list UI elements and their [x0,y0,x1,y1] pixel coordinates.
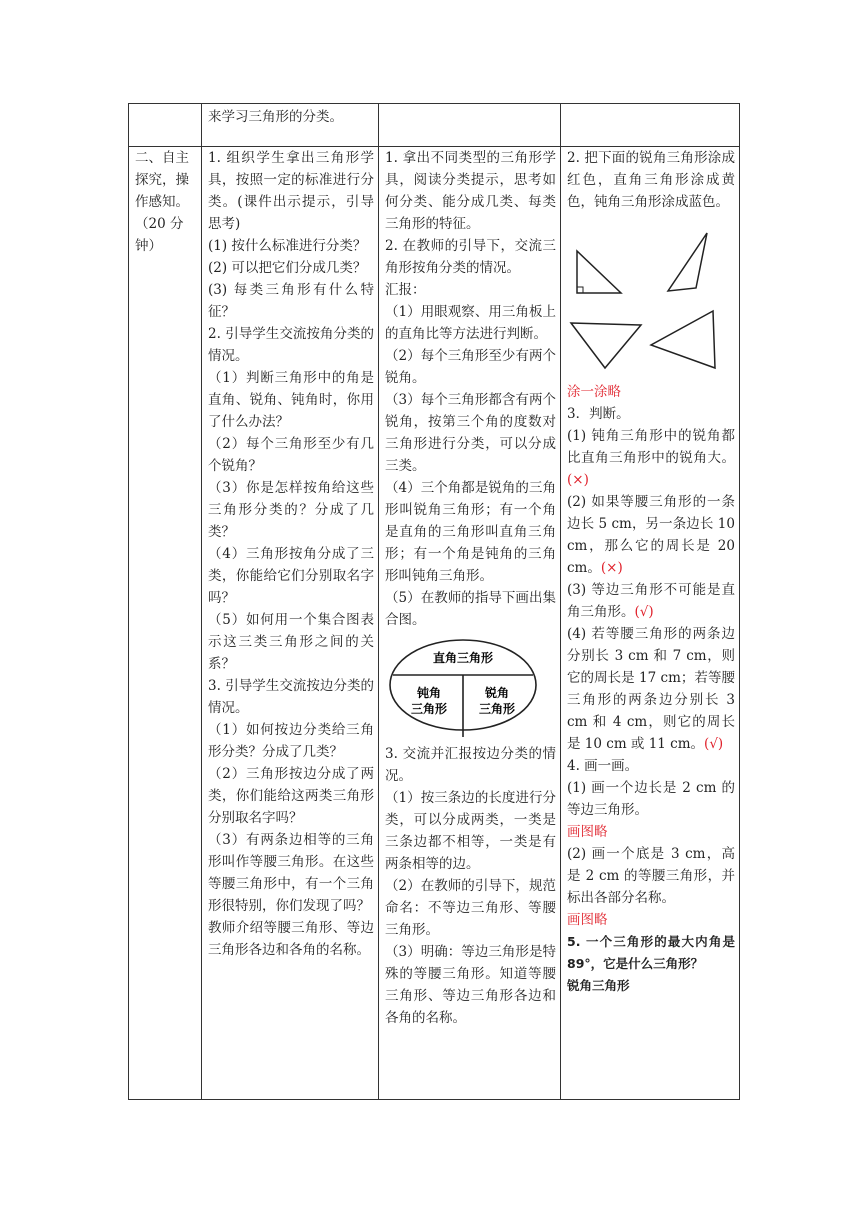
venn-label-obtuse: 三角形 [410,702,448,716]
triangles-figure [567,227,735,377]
venn-label-right-angle: 直角三角形 [432,651,494,665]
paragraph: 3. 引导学生交流按边分类的情况。 [208,678,374,716]
answer-mark: (√) [704,736,724,752]
answer-mark: (×) [567,472,589,488]
statement: (4) 若等腰三角形的两条边分别长 3 cm 和 7 cm，则它的周长是 17 cm；若等腰三角形的两条边分别长 3 cm 和 4 cm，则它的周长是 10 cm 或 11 cm。 [567,626,735,752]
paragraph: （3）明确：等边三角形是特殊的等腰三角形。知道等腰三角形、等边三角形各边和各角的名称。 [385,944,556,1026]
paragraph: （4）三角形按角分成了三类，你能给它们分别取名字吗？ [208,546,374,606]
paragraph: 教师介绍等腰三角形、等边三角形各边和各角的名称。 [208,920,374,958]
paragraph: （1）用眼观察、用三角板上的直角比等方法进行判断。 [385,304,556,342]
exercise-3-4 [567,623,735,755]
cell-student-activity [379,104,561,147]
paragraph: 汇报： [385,282,426,298]
exercise-3-1 [567,425,735,491]
cell-teacher-activity [202,104,379,147]
paragraph: (2) 可以把它们分成几类？ [208,260,367,276]
exercise-4-1: (1) 画一个边长是 2 cm 的等边三角形。 [567,780,735,818]
paragraph: （2）每个三角形至少有几个锐角？ [208,436,374,474]
venn-label-obtuse: 钝角 [416,686,442,700]
exercise-3-3 [567,579,735,623]
paragraph: 3. 交流并汇报按边分类的情况。 [385,746,556,784]
paragraph: （5）如何用一个集合图表示这三类三角形之间的关系？ [208,612,374,672]
lesson-plan-table [128,103,740,1100]
cell-student-activity [379,147,561,1100]
answer-mark: (×) [600,560,623,576]
paragraph: 1. 组织学生拿出三角形学具，按照一定的标准进行分类。(课件出示提示，引导思考) [208,150,374,232]
cell-exercise [561,104,740,147]
wide-triangle-shape [571,323,641,368]
exercise-2: 2. 把下面的锐角三角形涂成红色，直角三角形涂成黄色，钝角三角形涂成蓝色。 [567,150,735,210]
venn-label-acute: 三角形 [478,702,516,716]
exercise-5-answer: 锐角三角形 [567,978,630,993]
paragraph: （5）在教师的指导下画出集合图。 [385,590,556,628]
exercise-4-title: 4. 画一画。 [567,758,639,774]
paragraph: （4）三个角都是锐角的三角形叫锐角三角形；有一个角是直角的三角形叫直角三角形；有一个角是钝角的三角形叫钝角三角形。 [385,480,556,584]
answer-mark: (√) [634,604,654,620]
venn-diagram [385,633,553,737]
answer-text: 画图略 [567,824,608,840]
answer-text: 画图略 [567,912,608,928]
statement: (2) 如果等腰三角形的一条边长 5 cm，另一条边长 10 cm，那么它的周长是 20 cm。 [567,494,735,576]
venn-label-acute: 锐角 [484,686,510,700]
paragraph: （2）在教师的引导下，规范命名：不等边三角形、等腰三角形。 [385,878,556,938]
cell-exercise [561,147,740,1100]
paragraph: （1）判断三角形中的角是直角、锐角、钝角时，你用了什么办法？ [208,370,374,430]
exercise-4-2: (2) 画一个底是 3 cm，高是 2 cm 的等腰三角形，并标出各部分名称。 [567,846,735,906]
paragraph: 2. 在教师的引导下，交流三角形按角分类的情况。 [385,238,556,276]
paragraph: （1）如何按边分类给三角形分类？分成了几类？ [208,722,374,760]
cell-stage [129,147,202,1100]
exercise-5: 5. 一个三角形的最大内角是 89°，它是什么三角形？ [567,934,735,971]
cell-teacher-activity [202,147,379,1100]
paragraph: 2. 引导学生交流按角分类的情况。 [208,326,374,364]
right-angle-mark [577,287,583,293]
table-row [129,147,740,1100]
paragraph: （3）有两条边相等的三角形叫作等腰三角形。在这些等腰三角形中，有一个三角形很特别，你们发现了吗？ [208,832,374,914]
paragraph: (3) 每类三角形有什么特征？ [208,282,374,320]
answer-text: 涂一涂略 [567,384,621,400]
obtuse-triangle-shape [651,311,715,368]
acute-triangle-shape [668,233,707,291]
exercise-3-2 [567,491,735,579]
exercise-3-title: 3．判断。 [567,406,630,422]
stage-label: 二、自主探究，操作感知。（20 分钟） [135,150,189,254]
statement: (1) 钝角三角形中的锐角都比直角三角形中的锐角大。 [567,428,735,466]
paragraph: 1. 拿出不同类型的三角形学具，阅读分类提示，思考如何分类、能分成几类、每类三角形的特征。 [385,150,556,232]
right-triangle-shape [577,251,621,293]
paragraph: （2）每个三角形至少有两个锐角。 [385,348,556,386]
paragraph: （3）你是怎样按角给这些三角形分类的？分成了几类？ [208,480,374,540]
paragraph: (1) 按什么标准进行分类？ [208,238,367,254]
paragraph: （1）按三条边的长度进行分类，可以分成两类，一类是三条边都不相等，一类是有两条相等的边。 [385,790,556,872]
statement: (3) 等边三角形不可能是直角三角形。 [567,582,735,620]
paragraph: （2）三角形按边分成了两类，你们能给这两类三角形分别取名字吗？ [208,766,374,826]
paragraph: （3）每个三角形都含有两个锐角，按第三个角的度数对三角形进行分类，可以分成三类。 [385,392,556,474]
continued-text: 来学习三角形的分类。 [208,109,343,125]
table-row [129,104,740,147]
cell-stage [129,104,202,147]
